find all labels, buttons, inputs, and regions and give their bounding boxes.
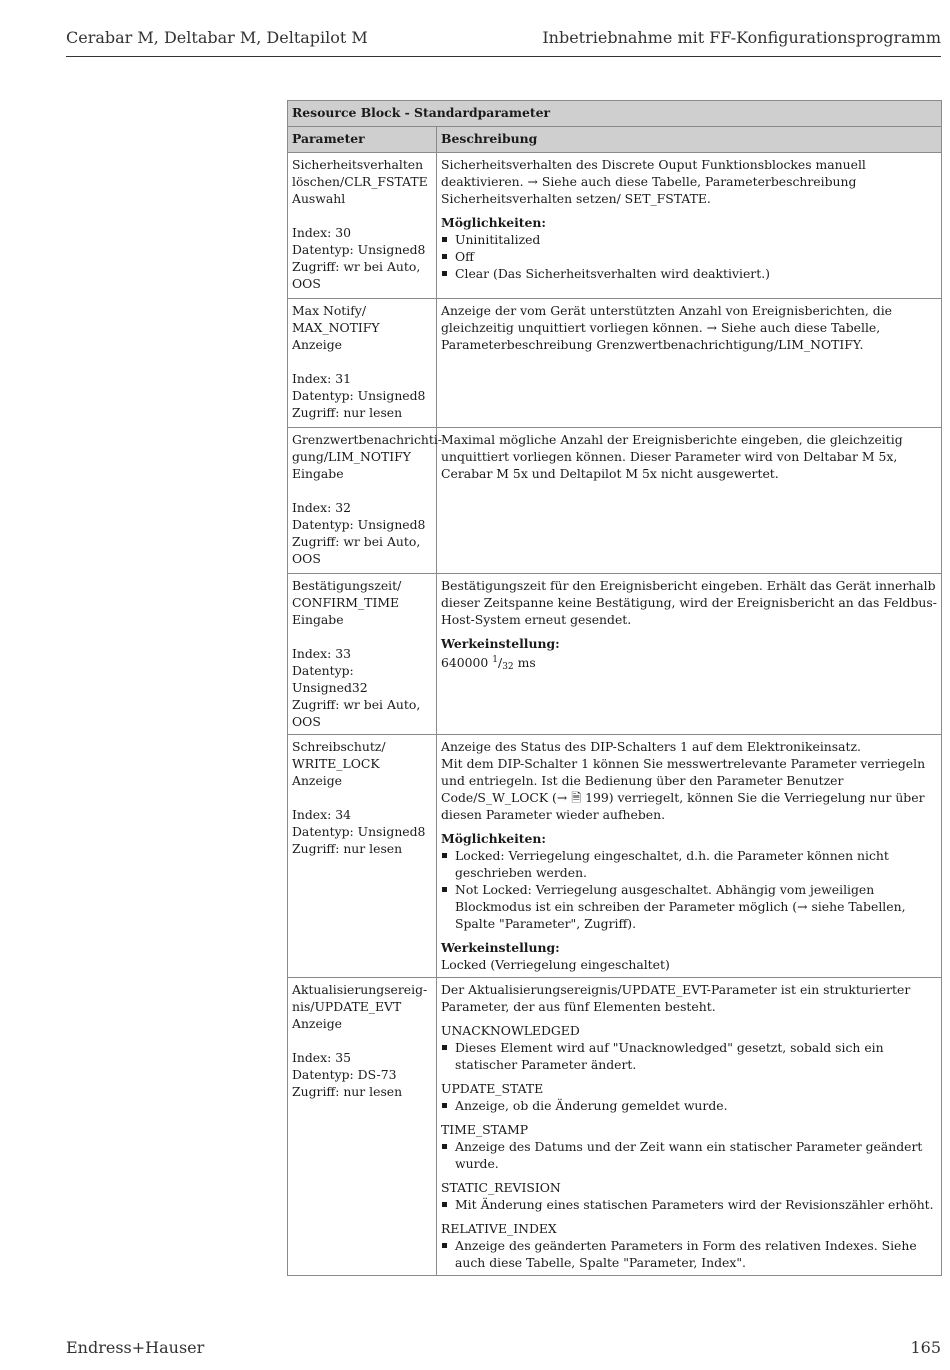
header-rule (66, 56, 941, 57)
parameter-access: Zugriff: wr bei Auto, (292, 534, 421, 549)
description-text: Maximal mögliche Anzahl der Ereignisberichte eingeben, die gleichzeitig unquittiert vorliegen können. Dieser Parameter wird von Deltabar M 5x, Cerabar M 5x und Deltapilot M 5x nicht ausgewertet. (441, 432, 903, 481)
parameter-name: löschen/CLR_FSTATE (292, 174, 428, 189)
parameter-access: OOS (292, 714, 321, 729)
resource-block-table (287, 100, 942, 1276)
description-text: Der Aktualisierungsereignis/UPDATE_EVT-Parameter ist ein strukturierter Parameter, der aus fünf Elementen besteht. (441, 982, 911, 1014)
parameter-name: CONFIRM_TIME (292, 595, 400, 610)
fraction-numerator: 1 (492, 655, 498, 665)
parameter-access: Zugriff: nur lesen (292, 1084, 403, 1099)
parameter-name: Bestätigungszeit/ (292, 578, 402, 593)
table-row (288, 735, 942, 978)
parameter-datatype: Datentyp: Unsigned32 (292, 663, 368, 695)
options-heading: Möglichkeiten: (441, 831, 546, 846)
list-item: Mit Änderung eines statischen Parameters wird der Revisionszähler erhöht. (441, 1196, 937, 1213)
table-title: Resource Block - Standardparameter (288, 101, 942, 127)
element-heading: STATIC_REVISION (441, 1180, 561, 1195)
parameter-name: Schreibschutz/ (292, 739, 386, 754)
parameter-datatype: Datentyp: Unsigned8 (292, 242, 426, 257)
parameter-cell (288, 153, 437, 299)
header-document-title: Cerabar M, Deltabar M, Deltapilot M (66, 28, 368, 47)
parameter-datatype: Datentyp: DS-73 (292, 1067, 397, 1082)
description-text: Mit dem DIP-Schalter 1 können Sie messwertrelevante Parameter verriegeln und entriegeln. Ist die Bedienung über den Parameter Benutzer Code/S_W_LOCK (→ 🗎 199) verriegelt, können Sie die Verriegelung nur über diesen Parameter wieder aufheben. (441, 756, 926, 822)
parameter-name: WRITE_LOCK (292, 756, 380, 771)
default-unit: ms (517, 655, 536, 670)
parameter-access: Zugriff: nur lesen (292, 405, 403, 420)
parameter-type: Anzeige (292, 773, 343, 788)
table-row (288, 574, 942, 735)
page-number: 165 (910, 1338, 941, 1357)
list-item: Anzeige des Datums und der Zeit wann ein statischer Parameter geändert wurde. (441, 1138, 937, 1172)
description-cell (437, 978, 942, 1276)
list-item: Anzeige des geänderten Parameters in Form des relativen Indexes. Siehe auch diese Tabelle, Spalte "Parameter, Index". (441, 1237, 937, 1271)
parameter-access: Zugriff: wr bei Auto, (292, 697, 421, 712)
description-cell (437, 735, 942, 978)
parameter-cell (288, 978, 437, 1276)
default-heading: Werkeinstellung: (441, 636, 560, 651)
list-item: Anzeige, ob die Änderung gemeldet wurde. (441, 1097, 937, 1114)
default-value: 640000 $^1$/32 ms (441, 655, 536, 672)
options-heading: Möglichkeiten: (441, 215, 546, 230)
description-text: Bestätigungszeit für den Ereignisbericht eingeben. Erhält das Gerät innerhalb dieser Zeitspanne keine Bestätigung, wird der Ereignisbericht an das Feldbus-Host-System erneut gesendet. (441, 578, 937, 627)
parameter-datatype: Datentyp: Unsigned8 (292, 517, 426, 532)
parameter-index: Index: 35 (292, 1050, 352, 1065)
parameter-cell (288, 735, 437, 978)
parameter-datatype: Datentyp: Unsigned8 (292, 824, 426, 839)
parameter-name: Grenzwertbenachrichti- (292, 432, 442, 447)
parameter-datatype: Datentyp: Unsigned8 (292, 388, 426, 403)
default-value: Locked (Verriegelung eingeschaltet) (441, 957, 670, 972)
parameter-type: Anzeige (292, 337, 343, 352)
parameter-access: Zugriff: wr bei Auto, (292, 259, 421, 274)
table-row (288, 978, 942, 1276)
description-text: Anzeige des Status des DIP-Schalters 1 auf dem Elektronikeinsatz. (441, 739, 861, 754)
element-heading: TIME_STAMP (441, 1122, 529, 1137)
parameter-type: Auswahl (292, 191, 346, 206)
header-section-title: Inbetriebnahme mit FF-Konfigurationsprogramm (542, 28, 941, 47)
column-header-description: Beschreibung (437, 127, 942, 153)
parameter-type: Eingabe (292, 612, 344, 627)
parameter-name: Max Notify/ (292, 303, 367, 318)
list-item: Dieses Element wird auf "Unacknowledged" gesetzt, sobald sich ein statischer Parameter ändert. (441, 1039, 937, 1073)
element-heading: UPDATE_STATE (441, 1081, 544, 1096)
parameter-access: OOS (292, 551, 321, 566)
column-header-parameter: Parameter (288, 127, 437, 153)
parameter-name: Aktualisierungsereig- (292, 982, 428, 997)
parameter-access: OOS (292, 276, 321, 291)
default-number: 640000 (441, 655, 489, 670)
fraction-denominator: 32 (502, 662, 514, 672)
parameter-name: nis/UPDATE_EVT (292, 999, 402, 1014)
parameter-cell (288, 574, 437, 735)
element-heading: RELATIVE_INDEX (441, 1221, 557, 1236)
description-cell (437, 299, 942, 428)
parameter-name: MAX_NOTIFY (292, 320, 380, 335)
footer-brand: Endress+Hauser (66, 1338, 205, 1357)
list-item: Not Locked: Verriegelung ausgeschaltet. Abhängig vom jeweiligen Blockmodus ist ein schreiben der Parameter möglich (→ siehe Tabellen, Spalte "Parameter", Zugriff). (441, 881, 937, 932)
list-item: Locked: Verriegelung eingeschaltet, d.h. die Parameter können nicht geschrieben werden. (441, 847, 937, 881)
parameter-type: Anzeige (292, 1016, 343, 1031)
description-text: Sicherheitsverhalten des Discrete Ouput Funktionsblockes manuell deaktivieren. → Siehe auch diese Tabelle, Parameterbeschreibung Sicherheitsverhalten setzen/ SET_FSTATE. (441, 157, 866, 206)
list-item: Off (441, 248, 937, 265)
table-row (288, 428, 942, 574)
parameter-cell (288, 428, 442, 574)
parameter-index: Index: 34 (292, 807, 352, 822)
description-cell (437, 428, 942, 574)
parameter-type: Eingabe (292, 466, 344, 481)
description-cell (437, 574, 942, 735)
element-heading: UNACKNOWLEDGED (441, 1023, 580, 1038)
description-text: Anzeige der vom Gerät unterstützten Anzahl von Ereignisberichten, die gleichzeitig unquittiert vorliegen können. → Siehe auch diese Tabelle, Parameterbeschreibung Grenzwertbenachrichtigung/LIM_NOTIFY. (441, 303, 893, 352)
parameter-cell (288, 299, 437, 428)
parameter-name: gung/LIM_NOTIFY (292, 449, 411, 464)
default-heading: Werkeinstellung: (441, 940, 560, 955)
parameter-index: Index: 31 (292, 371, 352, 386)
parameter-name: Sicherheitsverhalten (292, 157, 424, 172)
parameter-index: Index: 32 (292, 500, 352, 515)
parameter-access: Zugriff: nur lesen (292, 841, 403, 856)
parameter-index: Index: 33 (292, 646, 352, 661)
table-row (288, 299, 942, 428)
parameter-index: Index: 30 (292, 225, 352, 240)
list-item: Uninititalized (441, 231, 937, 248)
description-cell (437, 153, 942, 299)
list-item: Clear (Das Sicherheitsverhalten wird deaktiviert.) (441, 265, 937, 282)
table-row (288, 153, 942, 299)
